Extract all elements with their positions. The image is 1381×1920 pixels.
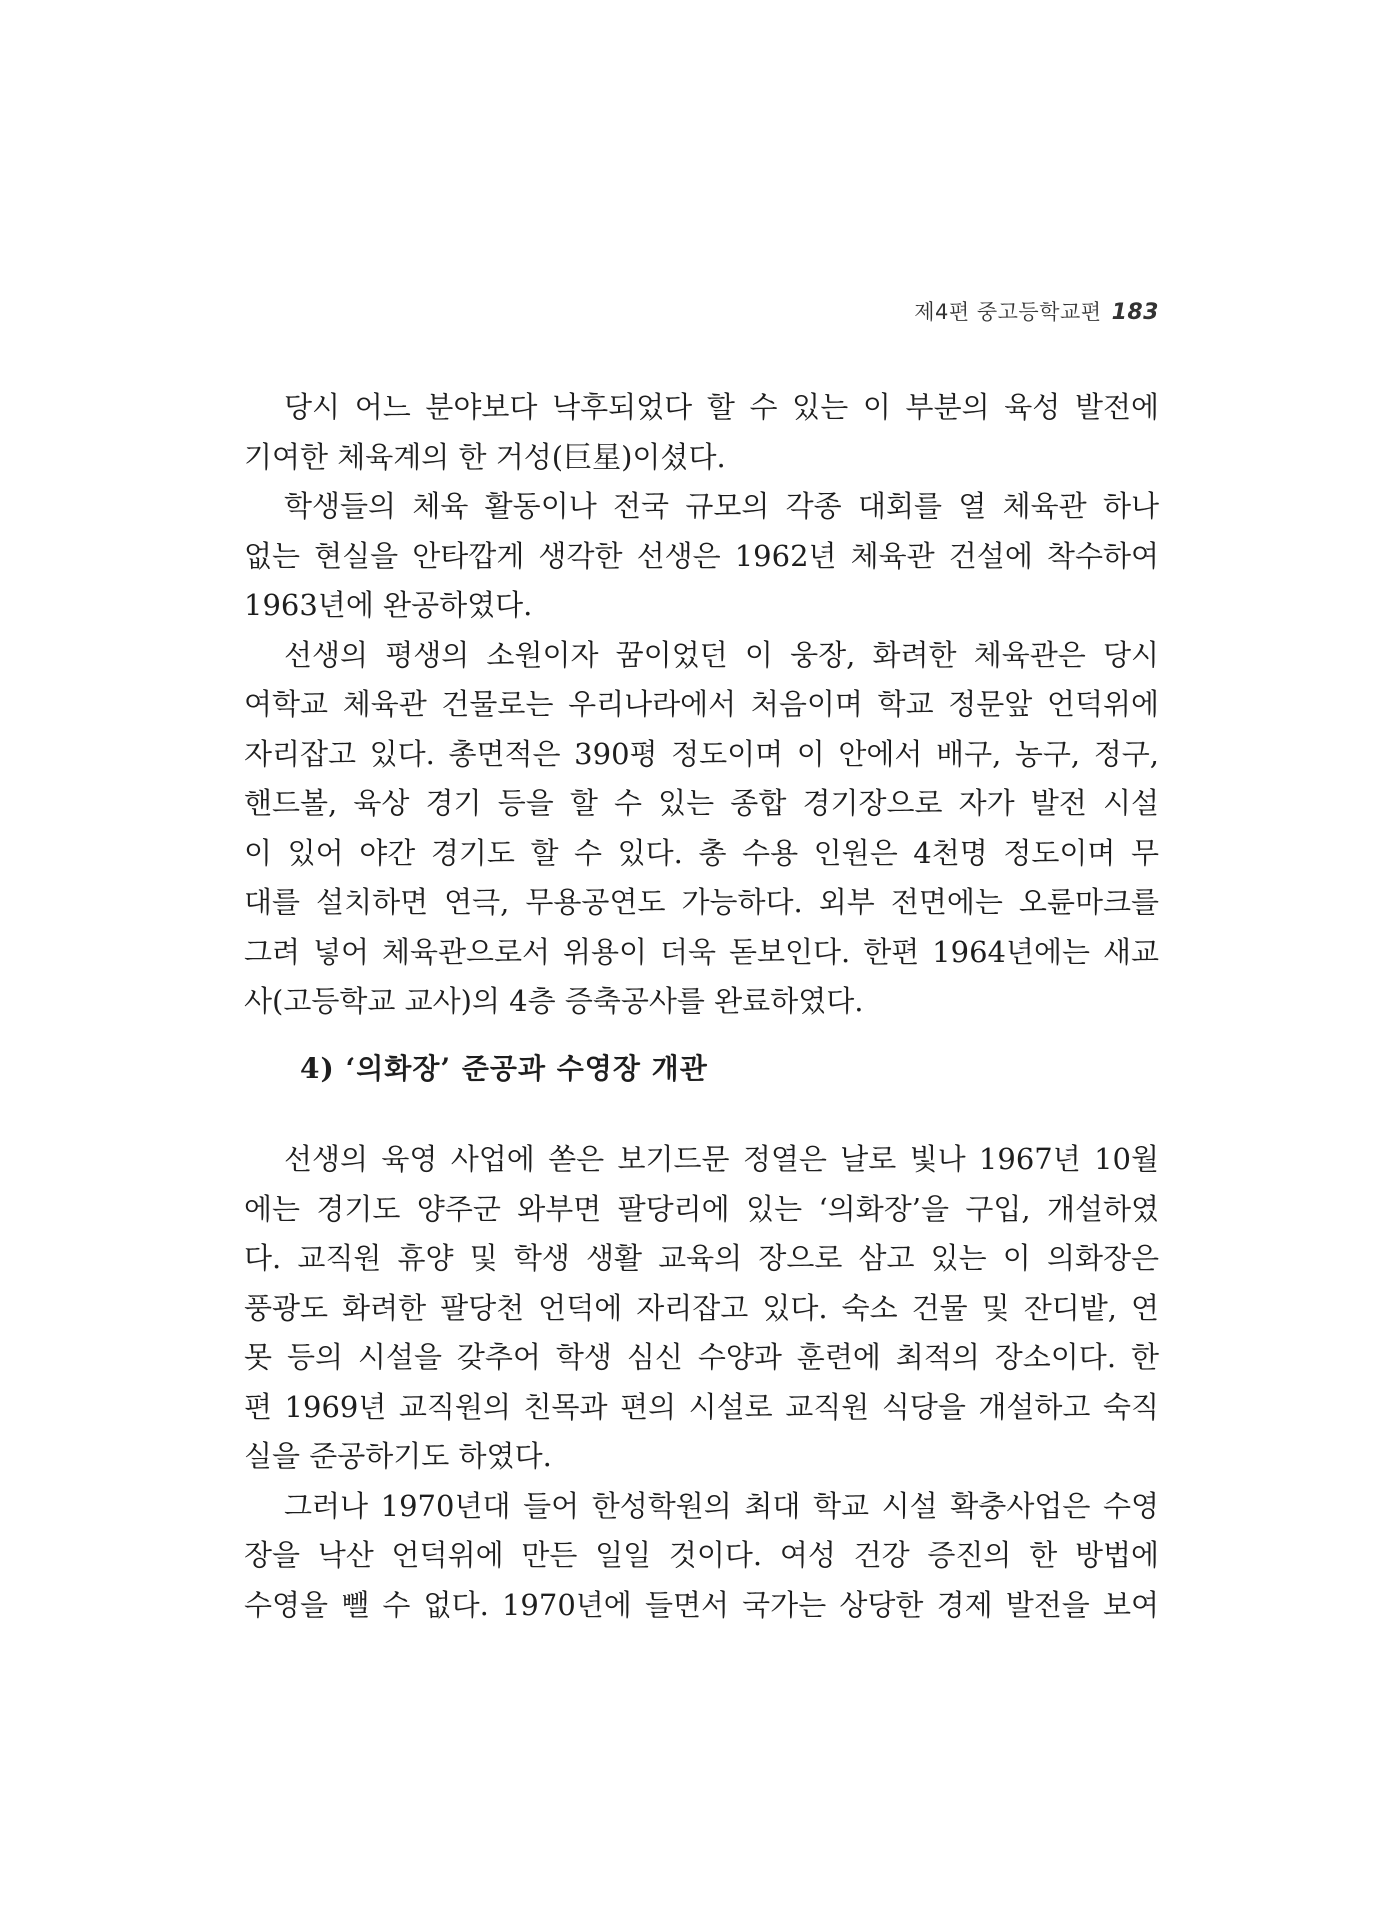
section-heading: 4) ‘의화장’ 준공과 수영장 개관 bbox=[300, 1052, 708, 1085]
text-line: 풍광도 화려한 팔당천 언덕에 자리잡고 있다. 숙소 건물 및 잔디밭, 연 bbox=[244, 1290, 1159, 1325]
text-line: 대를 설치하면 연극, 무용공연도 가능하다. 외부 전면에는 오륜마크를 bbox=[244, 885, 1159, 919]
text-line: 선생의 평생의 소원이자 꿈이었던 이 웅장, 화려한 체육관은 당시 bbox=[284, 637, 1159, 672]
text-line: 그러나 1970년대 들어 한성학원의 최대 학교 시설 확충사업은 수영 bbox=[284, 1488, 1159, 1523]
text-line: 다. 교직원 휴양 및 학생 생활 교육의 장으로 삼고 있는 이 의화장은 bbox=[244, 1241, 1159, 1275]
paragraph-2 bbox=[244, 482, 1159, 631]
body-text-bottom bbox=[244, 1135, 1159, 1630]
paragraph-3 bbox=[244, 631, 1159, 1027]
paragraph-1 bbox=[244, 383, 1159, 482]
text-line: 자리잡고 있다. 총면적은 390평 정도이며 이 안에서 배구, 농구, 정구, bbox=[244, 736, 1159, 771]
text-line: 당시 어느 분야보다 낙후되었다 할 수 있는 이 부분의 육성 발전에 bbox=[284, 390, 1159, 424]
chapter-title: 제4편 중고등학교편 bbox=[914, 300, 1102, 324]
text-line: 실을 준공하기도 하였다. bbox=[244, 1439, 552, 1473]
page-number: 183 bbox=[1111, 300, 1159, 325]
text-line: 여학교 체육관 건물로는 우리나라에서 처음이며 학교 정문앞 언덕위에 bbox=[244, 687, 1159, 721]
text-line: 이 있어 야간 경기도 할 수 있다. 총 수용 인원은 4천명 정도이며 무 bbox=[244, 835, 1159, 870]
text-line: 없는 현실을 안타깝게 생각한 선생은 1962년 체육관 건설에 착수하여 bbox=[244, 538, 1159, 573]
text-line: 못 등의 시설을 갖추어 학생 심신 수양과 훈련에 최적의 장소이다. 한 bbox=[244, 1340, 1159, 1374]
text-line: 선생의 육영 사업에 쏟은 보기드문 정열은 날로 빛나 1967년 10월 bbox=[284, 1142, 1159, 1176]
text-line: 학생들의 체육 활동이나 전국 규모의 각종 대회를 열 체육관 하나 bbox=[284, 489, 1159, 523]
running-header bbox=[914, 296, 1159, 326]
text-line: 1963년에 완공하였다. bbox=[244, 588, 533, 622]
text-line: 사(고등학교 교사)의 4층 증축공사를 완료하였다. bbox=[244, 984, 864, 1018]
body-text-top bbox=[244, 383, 1159, 1027]
text-line: 수영을 뺄 수 없다. 1970년에 들면서 국가는 상당한 경제 발전을 보여 bbox=[244, 1587, 1159, 1622]
text-line: 핸드볼, 육상 경기 등을 할 수 있는 종합 경기장으로 자가 발전 시설 bbox=[244, 786, 1159, 820]
paragraph-4 bbox=[244, 1135, 1159, 1482]
text-line: 에는 경기도 양주군 와부면 팔당리에 있는 ‘의화장’을 구입, 개설하였 bbox=[244, 1191, 1159, 1226]
text-line: 장을 낙산 언덕위에 만든 일일 것이다. 여성 건강 증진의 한 방법에 bbox=[244, 1538, 1159, 1572]
text-line: 기여한 체육계의 한 거성(巨星)이셨다. bbox=[244, 439, 726, 474]
paragraph-5 bbox=[244, 1482, 1159, 1631]
text-line: 편 1969년 교직원의 친목과 편의 시설로 교직원 식당을 개설하고 숙직 bbox=[244, 1389, 1159, 1424]
text-line: 그려 넣어 체육관으로서 위용이 더욱 돋보인다. 한편 1964년에는 새교 bbox=[244, 934, 1159, 969]
